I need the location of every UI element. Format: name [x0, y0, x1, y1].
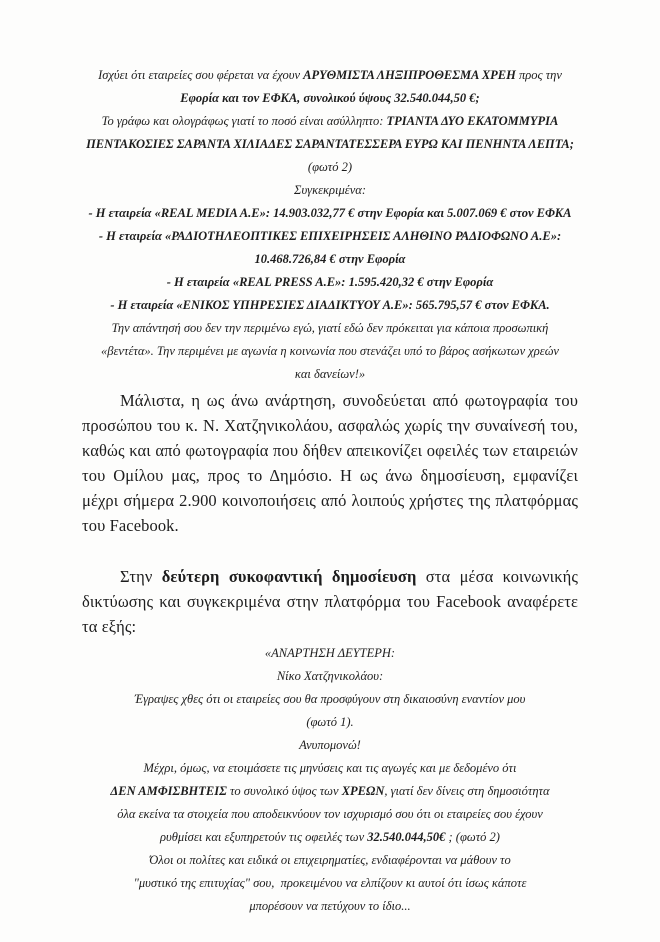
text-segment: Στην — [120, 567, 162, 586]
text-segment: προς την — [515, 68, 562, 82]
text-segment: όλα εκείνα τα στοιχεία που αποδεικνύουν τον ισχυρισμό σου ότι οι εταιρείες σου έχουν — [117, 807, 543, 821]
text-segment: δεύτερη συκοφαντική δημοσίευση — [161, 567, 417, 586]
quote-line — [66, 849, 594, 872]
quote-block-first-post — [66, 64, 594, 386]
quote-line — [66, 133, 594, 156]
quote-line — [66, 248, 594, 271]
quote-line — [66, 895, 594, 918]
text-segment: ΔΕΝ ΑΜΦΙΣΒΗΤΕΙΣ — [110, 784, 227, 798]
text-segment: Έγραψες χθες ότι οι εταιρείες σου θα προσφύγουν στη δικαιοσύνη εναντίον μου — [134, 692, 526, 706]
quote-line — [66, 225, 594, 248]
text-segment: Συγκεκριμένα: — [294, 183, 366, 197]
quote-line — [66, 363, 594, 386]
text-segment: ; (φωτό 2) — [445, 830, 500, 844]
text-segment: «ΑΝΑΡΤΗΣΗ ΔΕΥΤΕΡΗ: — [264, 646, 396, 660]
text-segment: Όλοι οι πολίτες και ειδικά οι επιχειρηματίες, ενδιαφέρονται να μάθουν το — [149, 853, 511, 867]
quote-line — [66, 202, 594, 225]
text-segment: ΧΡΕΩΝ — [341, 784, 385, 798]
quote-line — [66, 734, 594, 757]
paragraph-second-post-intro — [82, 564, 578, 639]
quote-line — [66, 803, 594, 826]
quote-line — [66, 156, 594, 179]
text-segment: - Η εταιρεία «ΕΝΙΚΟΣ ΥΠΗΡΕΣΙΕΣ ΔΙΑΔΙΚΤΥΟΥ Α.Ε»: 565.795,57 € στον ΕΦΚΑ. — [110, 298, 550, 312]
text-segment: Το γράφω και ολογράφως γιατί το ποσό είναι ασύλληπτο: — [101, 114, 387, 128]
paragraph-accompanying-photo — [82, 388, 578, 538]
quote-line — [66, 294, 594, 317]
text-segment: Νίκο Χατζηνικολάου: — [276, 669, 384, 683]
text-segment: στα μέσα κοινωνικής δικτύωσης και συγκεκριμένα στην πλατφόρμα του Facebook αναφέρετε τα εξής: — [82, 567, 578, 636]
quote-line — [66, 317, 594, 340]
text-segment: 32.540.044,50€ — [367, 830, 446, 844]
text-segment: ΤΡΙΑΝΤΑ ΔΥΟ ΕΚΑΤΟΜΜΥΡΙΑ — [386, 114, 559, 128]
quote-line — [66, 711, 594, 734]
quote-line — [66, 665, 594, 688]
text-segment: (φωτό 2) — [307, 160, 353, 174]
quote-line — [66, 688, 594, 711]
text-segment: «βεντέτα». Την περιμένει με αγωνία η κοινωνία που στενάζει υπό το βάρος ασήκωτων χρεών — [101, 344, 559, 358]
quote-line — [66, 110, 594, 133]
quote-line — [66, 340, 594, 363]
quote-line — [66, 826, 594, 849]
text-segment: Μάλιστα, η ως άνω ανάρτηση, συνοδεύεται από φωτογραφία του προσώπου του κ. Ν. Χατζηνικολάου, ασφαλώς χωρίς την συναίνεσή του, καθώς και από φωτογραφία που δήθεν απεικονίζει οφειλές των εταιρειών του Ομίλου μας, προς το Δημόσιο. Η ως άνω δημοσίευση, εμφανίζει μέχρι σήμερα 2.900 κοινοποιήσεις από λοιπούς χρήστες της πλατφόρμας του Facebook. — [82, 391, 578, 535]
text-segment: - Η εταιρεία «REAL PRESS A.E»: 1.595.420,32 € στην Εφορία — [166, 275, 494, 289]
quote-line — [66, 64, 594, 87]
text-segment: ΑΡΥΘΜΙΣΤΑ ΛΗΞΙΠΡΟΘΕΣΜΑ ΧΡΕΗ — [303, 68, 516, 82]
quote-line — [66, 780, 594, 803]
quote-line — [66, 872, 594, 895]
quote-line — [66, 87, 594, 110]
quote-line — [66, 271, 594, 294]
text-segment: και δανείων!» — [294, 367, 366, 381]
quote-line — [66, 642, 594, 665]
text-segment: ρυθμίσει και εξυπηρετούν τις οφειλές των — [160, 830, 368, 844]
text-segment: Ισχύει ότι εταιρείες σου φέρεται να έχουν — [98, 68, 304, 82]
text-segment: "μυστικό της επιτυχίας" σου, προκειμένου να ελπίζουν κι αυτοί ότι ίσως κάποτε — [133, 876, 527, 890]
quote-line — [66, 179, 594, 202]
text-segment: 10.468.726,84 € στην Εφορία — [254, 252, 406, 266]
text-segment: μπορέσουν να πετύχουν το ίδιο... — [249, 899, 411, 913]
text-segment: - Η εταιρεία «ΡΑΔΙΟΤΗΛΕΟΠΤΙΚΕΣ ΕΠΙΧΕΙΡΗΣΕΙΣ ΑΛΗΘΙΝΟ ΡΑΔΙΟΦΩΝΟ Α.Ε»: — [98, 229, 562, 243]
text-segment: ΠΕΝΤΑΚΟΣΙΕΣ ΣΑΡΑΝΤΑ ΧΙΛΙΑΔΕΣ ΣΑΡΑΝΤΑΤΕΣΣΕΡΑ ΕΥΡΩ ΚΑΙ ΠΕΝΗΝΤΑ ΛΕΠΤΑ; — [86, 137, 574, 151]
quote-line — [66, 757, 594, 780]
text-segment: - Η εταιρεία «REAL MEDIA A.E»: 14.903.032,77 € στην Εφορία και 5.007.069 € στον ΕΦΚΑ — [88, 206, 572, 220]
text-segment: Την απάντησή σου δεν την περιμένω εγώ, γιατί εδώ δεν πρόκειται για κάποια προσωπική — [111, 321, 549, 335]
text-segment: Εφορία και τον ΕΦΚΑ, συνολικού ύψους 32.540.044,50 €; — [180, 91, 480, 105]
text-segment: Μέχρι, όμως, να ετοιμάσετε τις μηνύσεις και τις αγωγές και με δεδομένο ότι — [143, 761, 517, 775]
quote-block-second-post — [66, 642, 594, 918]
text-segment: το συνολικό ύψος των — [226, 784, 342, 798]
text-segment: (φωτό 1). — [306, 715, 354, 729]
text-segment: Ανυπομονώ! — [299, 738, 361, 752]
text-segment: , γιατί δεν δίνεις στη δημοσιότητα — [384, 784, 550, 798]
